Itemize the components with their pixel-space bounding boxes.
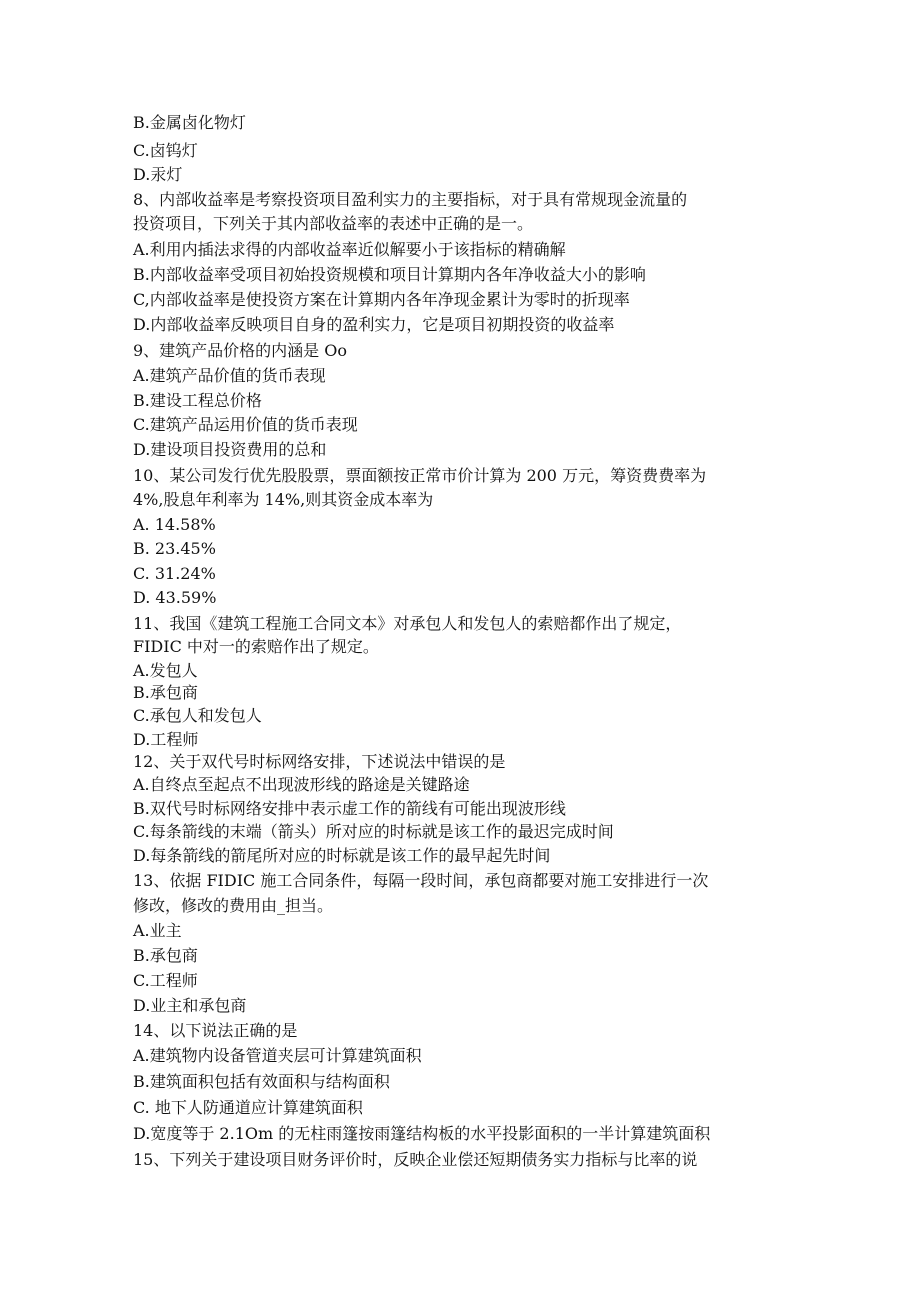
option-line: B.建设工程总价格 <box>133 391 262 410</box>
option-line: C,内部收益率是使投资方案在计算期内各年净现金累计为零时的折现率 <box>133 290 630 309</box>
option-line: D.汞灯 <box>133 165 183 184</box>
option-line: D.业主和承包商 <box>133 996 247 1015</box>
question-line: 投资项目，下列关于其内部收益率的表述中正确的是一。 <box>133 214 534 233</box>
option-line: A.发包人 <box>133 661 198 680</box>
question-line: FIDIC 中对一的索赔作出了规定。 <box>133 637 379 656</box>
option-line: D. 43.59% <box>133 588 217 607</box>
option-line: A. 14.58% <box>133 515 216 534</box>
option-line: A.业主 <box>133 921 182 940</box>
question-line: 15、下列关于建设项目财务评价时，反映企业偿还短期债务实力指标与比率的说 <box>133 1150 698 1169</box>
option-line: A.建筑物内设备管道夹层可计算建筑面积 <box>133 1046 422 1065</box>
option-line: C.建筑产品运用价值的货币表现 <box>133 415 358 434</box>
question-line: 8、内部收益率是考察投资项目盈利实力的主要指标，对于具有常规现金流量的 <box>133 190 688 209</box>
option-line: B.承包商 <box>133 946 198 965</box>
question-line: 9、建筑产品价格的内涵是 Oo <box>133 341 348 360</box>
option-line: D.宽度等于 2.1Om 的无柱雨篷按雨篷结构板的水平投影面积的一半计算建筑面积 <box>133 1124 711 1143</box>
option-line: B.双代号时标网络安排中表示虚工作的箭线有可能出现波形线 <box>133 799 566 818</box>
option-line: B.建筑面积包括有效面积与结构面积 <box>133 1072 390 1091</box>
question-line: 10、某公司发行优先股股票，票面额按正常市价计算为 200 万元，筹资费费率为 <box>133 466 707 485</box>
question-line: 11、我国《建筑工程施工合同文本》对承包人和发包人的索赔都作出了规定， <box>133 614 682 633</box>
option-line: D.内部收益率反映项目自身的盈利实力，它是项目初期投资的收益率 <box>133 315 615 334</box>
option-line: D.建设项目投资费用的总和 <box>133 440 327 459</box>
option-line: B.承包商 <box>133 683 198 702</box>
option-line: C.每条箭线的末端（箭头）所对应的时标就是该工作的最迟完成时间 <box>133 822 614 841</box>
option-line: D.工程师 <box>133 730 199 749</box>
option-line: B. 23.45% <box>133 539 216 558</box>
option-line: A.建筑产品价值的货币表现 <box>133 366 326 385</box>
question-line: 14、以下说法正确的是 <box>133 1021 298 1040</box>
option-line: C.工程师 <box>133 971 198 990</box>
option-line: A.利用内插法求得的内部收益率近似解要小于该指标的精确解 <box>133 240 566 259</box>
option-line: C. 31.24% <box>133 564 216 583</box>
option-line: B.内部收益率受项目初始投资规模和项目计算期内各年净收益大小的影响 <box>133 265 646 284</box>
question-line: 4%,股息年利率为 14%,则其资金成本率为 <box>133 490 434 509</box>
question-line: 修改，修改的费用由_担当。 <box>133 896 334 915</box>
question-line: 13、依据 FIDIC 施工合同条件，每隔一段时间，承包商都要对施工安排进行一次 <box>133 871 709 890</box>
option-line: C.承包人和发包人 <box>133 706 262 725</box>
question-line: 12、关于双代号时标网络安排，下述说法中错误的是 <box>133 752 506 771</box>
option-line: A.自终点至起点不出现波形线的路途是关键路途 <box>133 775 470 794</box>
option-line: B.金属卤化物灯 <box>133 113 246 132</box>
option-line: C. 地下人防通道应计算建筑面积 <box>133 1098 363 1117</box>
option-line: D.每条箭线的箭尾所对应的时标就是该工作的最早起先时间 <box>133 846 551 865</box>
option-line: C.卤钨灯 <box>133 141 198 160</box>
